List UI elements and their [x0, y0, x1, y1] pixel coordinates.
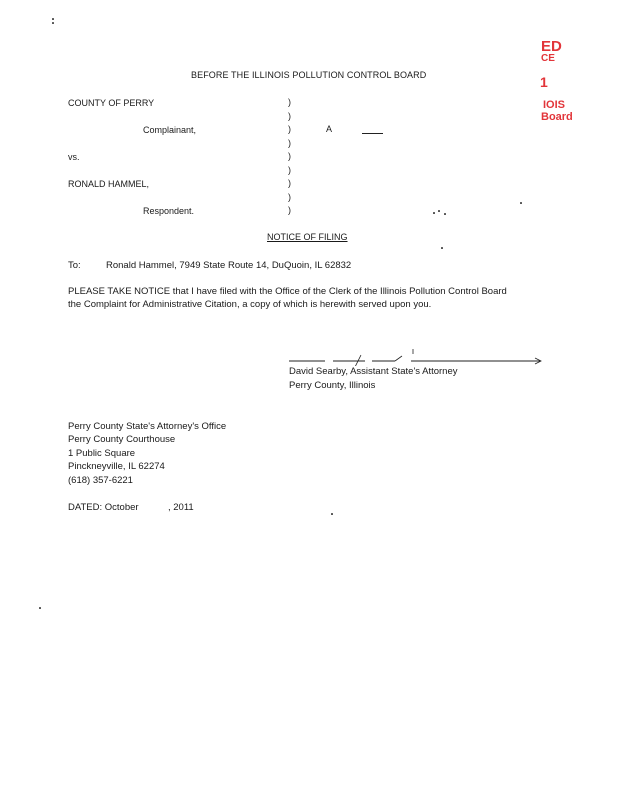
caption-paren: ) [288, 165, 291, 175]
dated-year: , 2011 [168, 502, 194, 513]
versus-label: vs. [68, 152, 80, 162]
ac-number-blank [362, 133, 383, 134]
stamp-line-1: ED [541, 38, 562, 55]
to-address: Ronald Hammel, 7949 State Route 14, DuQuoin, IL 62832 [106, 260, 352, 271]
notice-body-line-2: the Complaint for Administrative Citation, a copy of which is herewith served upon you. [68, 299, 432, 310]
scan-speck [433, 212, 435, 214]
scan-speck [39, 607, 41, 609]
caption-paren: ) [288, 151, 291, 161]
ac-number-prefix: A [326, 124, 333, 134]
signature-line [285, 346, 545, 366]
caption-paren: ) [288, 111, 291, 121]
signatory-county: Perry County, Illinois [289, 380, 376, 391]
complainant-name: COUNTY OF PERRY [68, 98, 155, 108]
notice-heading: NOTICE OF FILING [267, 232, 348, 242]
caption-paren: ) [288, 192, 291, 202]
caption-paren: ) [288, 124, 291, 134]
stamp-line-4: IOIS [543, 99, 566, 111]
scan-speck [331, 513, 333, 515]
scan-speck [441, 247, 443, 249]
scan-speck [52, 18, 54, 20]
caption-paren: ) [288, 138, 291, 148]
dated-label: DATED: October [68, 502, 139, 513]
document-title: BEFORE THE ILLINOIS POLLUTION CONTROL BOARD [191, 70, 427, 80]
scan-speck [438, 210, 440, 212]
respondent-role: Respondent. [143, 206, 195, 216]
signatory-name-title: David Searby, Assistant State's Attorney [289, 366, 458, 377]
complainant-role: Complainant, [143, 125, 197, 135]
scan-speck [520, 202, 522, 204]
notice-body-line-1: PLEASE TAKE NOTICE that I have filed with the Office of the Clerk of the Illinois Pollution Control Board [68, 286, 507, 297]
stamp-line-5: Board [541, 111, 573, 123]
caption-paren: ) [288, 178, 291, 188]
scan-speck [444, 213, 446, 215]
stamp-line-3: 1 [540, 74, 548, 90]
to-label: To: [68, 260, 81, 271]
respondent-name: RONALD HAMMEL, [68, 179, 150, 189]
office-street: 1 Public Square [68, 448, 136, 459]
caption-paren: ) [288, 97, 291, 107]
office-city: Pinckneyville, IL 62274 [68, 461, 165, 472]
office-phone: (618) 357-6221 [68, 475, 133, 486]
office-building: Perry County Courthouse [68, 434, 176, 445]
scan-speck [52, 22, 54, 24]
stamp-line-2: CE [541, 53, 555, 64]
office-name: Perry County State's Attorney's Office [68, 421, 227, 432]
caption-paren: ) [288, 205, 291, 215]
received-stamp [541, 40, 562, 64]
